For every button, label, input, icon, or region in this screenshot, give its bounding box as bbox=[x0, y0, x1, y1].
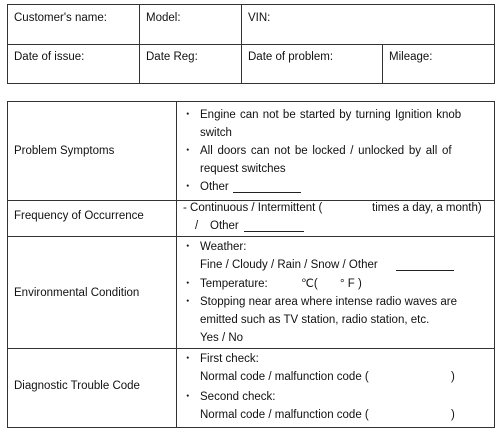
customer-name-label: Customer's name: bbox=[14, 12, 107, 24]
environmental-label: Environmental Condition bbox=[14, 287, 140, 299]
table-border bbox=[7, 101, 495, 102]
symptom-text: request switches bbox=[200, 163, 286, 175]
dtc-label: Diagnostic Trouble Code bbox=[14, 380, 140, 392]
bullet: ・ bbox=[182, 181, 194, 193]
first-check-label: First check: bbox=[200, 353, 259, 365]
bullet: ・ bbox=[182, 296, 194, 308]
bullet: ・ bbox=[182, 278, 194, 290]
other-blank[interactable] bbox=[233, 182, 301, 193]
frequency-text: - Continuous / Intermittent ( bbox=[183, 202, 323, 214]
bullet: ・ bbox=[182, 353, 194, 365]
table-border bbox=[241, 4, 242, 84]
table-border bbox=[7, 427, 495, 428]
table-border bbox=[7, 83, 495, 84]
bullet: ・ bbox=[182, 241, 194, 253]
problem-symptoms-label: Problem Symptoms bbox=[14, 145, 115, 157]
table-border bbox=[494, 101, 495, 428]
table-border bbox=[7, 236, 495, 237]
table-border bbox=[494, 4, 495, 84]
symptom-other: Other bbox=[200, 181, 229, 193]
weather-options: Fine / Cloudy / Rain / Snow / Other bbox=[200, 259, 378, 271]
yes-no: Yes / No bbox=[200, 332, 244, 344]
first-check-code: Normal code / malfunction code ( bbox=[200, 371, 369, 383]
bullet: ・ bbox=[182, 391, 194, 403]
table-border bbox=[382, 44, 383, 84]
table-border bbox=[139, 4, 140, 84]
date-reg-label: Date Reg: bbox=[146, 51, 198, 63]
radio-wave-text: Stopping near area where intense radio waves are bbox=[200, 296, 457, 308]
frequency-other: Other bbox=[210, 220, 239, 232]
model-label: Model: bbox=[146, 12, 181, 24]
second-check-label: Second check: bbox=[200, 391, 276, 403]
table-border bbox=[7, 4, 8, 84]
date-of-issue-label: Date of issue: bbox=[14, 51, 85, 63]
table-border bbox=[7, 44, 495, 45]
other-blank[interactable] bbox=[244, 221, 304, 232]
table-border bbox=[7, 4, 495, 5]
other-blank[interactable] bbox=[396, 260, 454, 271]
table-border bbox=[7, 101, 8, 428]
radio-wave-text: emitted such as TV station, radio station, etc. bbox=[200, 314, 430, 326]
temperature-celsius: ℃( bbox=[301, 278, 318, 290]
frequency-label: Frequency of Occurrence bbox=[14, 210, 144, 222]
temperature-label: Temperature: bbox=[200, 278, 268, 290]
mileage-label: Mileage: bbox=[389, 51, 433, 63]
vin-label: VIN: bbox=[248, 12, 271, 24]
bullet: ・ bbox=[182, 145, 194, 157]
bullet: ・ bbox=[182, 109, 194, 121]
table-border bbox=[7, 348, 495, 349]
frequency-text: times a day, a month) bbox=[372, 202, 482, 214]
closing-paren: ) bbox=[451, 371, 455, 383]
frequency-text: / bbox=[195, 220, 199, 232]
symptom-text: All doors can not be locked / unlocked by all of bbox=[200, 145, 452, 157]
table-border bbox=[176, 101, 177, 428]
symptom-text: switch bbox=[200, 127, 232, 139]
closing-paren: ) bbox=[451, 409, 455, 421]
symptom-text: Engine can not be started by turning Ignition knob bbox=[200, 109, 462, 121]
weather-label: Weather: bbox=[200, 241, 247, 253]
date-of-problem-label: Date of problem: bbox=[248, 51, 334, 63]
second-check-code: Normal code / malfunction code ( bbox=[200, 409, 369, 421]
temperature-fahrenheit: ° F ) bbox=[340, 278, 362, 290]
